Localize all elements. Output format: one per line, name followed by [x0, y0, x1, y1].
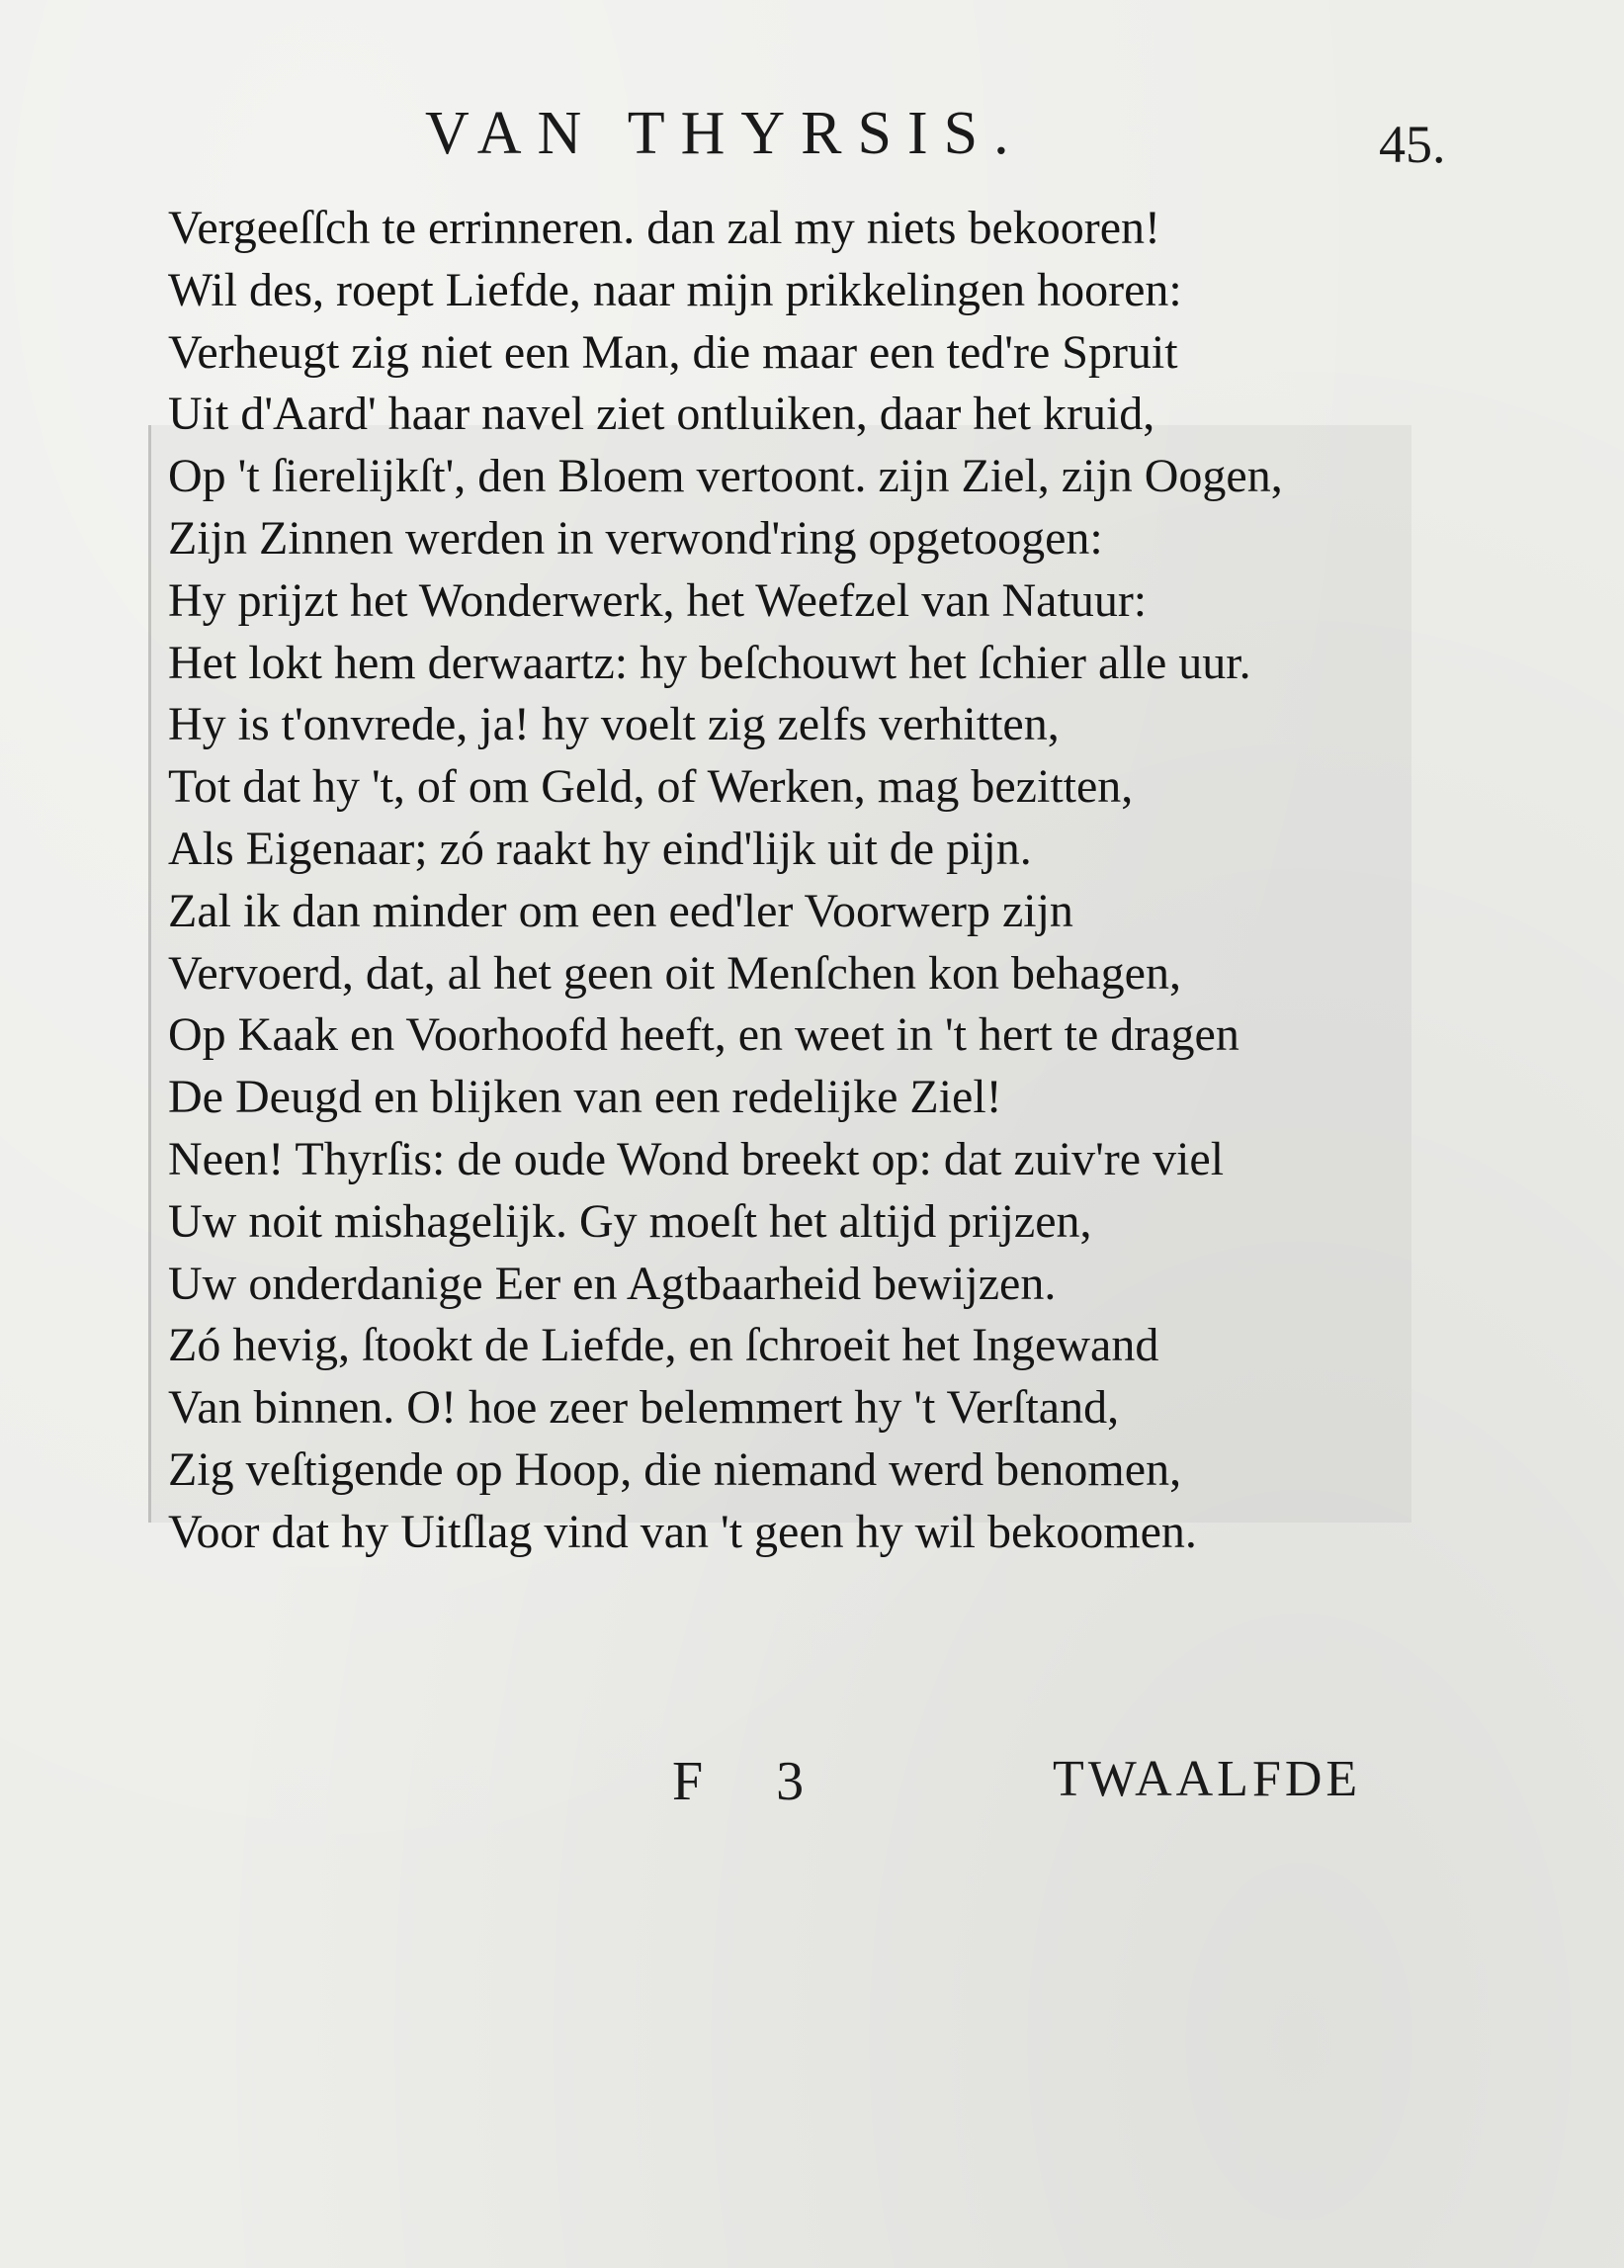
verse-line: Uw noit mishagelijk. Gy moeſt het altijd prijzen, [168, 1194, 1092, 1248]
running-head: VAN THYRSIS. [425, 100, 1025, 167]
catchword: TWAALFDE [1053, 1751, 1362, 1807]
verse-line: Neen! Thyrſis: de oude Wond breekt op: dat zuiv're viel [168, 1132, 1225, 1185]
verse-line: Hy prijzt het Wonderwerk, het Weefzel van Natuur: [168, 573, 1148, 627]
page-footer [0, 1750, 1624, 1829]
verse-line: Het lokt hem derwaartz: hy beſchouwt het ſchier alle uur. [168, 636, 1251, 689]
verse-line: Vervoerd, dat, al het geen oit Menſchen kon behagen, [168, 946, 1181, 1000]
verse-line: Als Eigenaar; zó raakt hy eind'lijk uit de pijn. [168, 822, 1032, 875]
signature-mark: F 3 [672, 1751, 834, 1812]
verse-line: Zal ik dan minder om een eed'ler Voorwerp zijn [168, 884, 1073, 937]
verse-line: Hy is t'onvrede, ja! hy voelt zig zelfs verhitten, [168, 698, 1060, 751]
verse-line: Wil des, roept Liefde, naar mijn prikkelingen hooren: [168, 263, 1182, 316]
verse-line: Vergeeſſch te errinneren. dan zal my niets bekooren! [168, 202, 1161, 254]
page-number: 45. [1379, 115, 1446, 174]
verse-line: Uit d'Aard' haar navel ziet ontluiken, daar het kruid, [168, 388, 1155, 441]
verse-line: Tot dat hy 't, of om Geld, of Werken, mag bezitten, [168, 760, 1134, 814]
verse-line: Voor dat hy Uitſlag vind van 't geen hy wil bekoomen. [168, 1505, 1197, 1558]
verse-line: De Deugd en blijken van een redelijke Ziel! [168, 1071, 1002, 1124]
verse-line: Zig veſtigende op Hoop, die niemand werd benomen, [168, 1442, 1182, 1496]
verse-line: Verheugt zig niet een Man, die maar een ted're Spruit [168, 325, 1178, 379]
verse-line: Uw onderdanige Eer en Agtbaarheid bewijzen. [168, 1257, 1057, 1310]
verse-line: Zijn Zinnen werden in verwond'ring opgetoogen: [168, 511, 1103, 565]
verse-line: Van binnen. O! hoe zeer belemmert hy 't Verſtand, [168, 1381, 1120, 1435]
verse-line: Op Kaak en Voorhoofd heeft, en weet in 't hert te dragen [168, 1008, 1239, 1062]
verse-line: Zó hevig, ſtookt de Liefde, en ſchroeit het Ingewand [168, 1319, 1159, 1372]
verse-block [168, 198, 1453, 1564]
verse-line: Op 't ſierelijkſt', den Bloem vertoont. zijn Ziel, zijn Oogen, [168, 450, 1283, 503]
